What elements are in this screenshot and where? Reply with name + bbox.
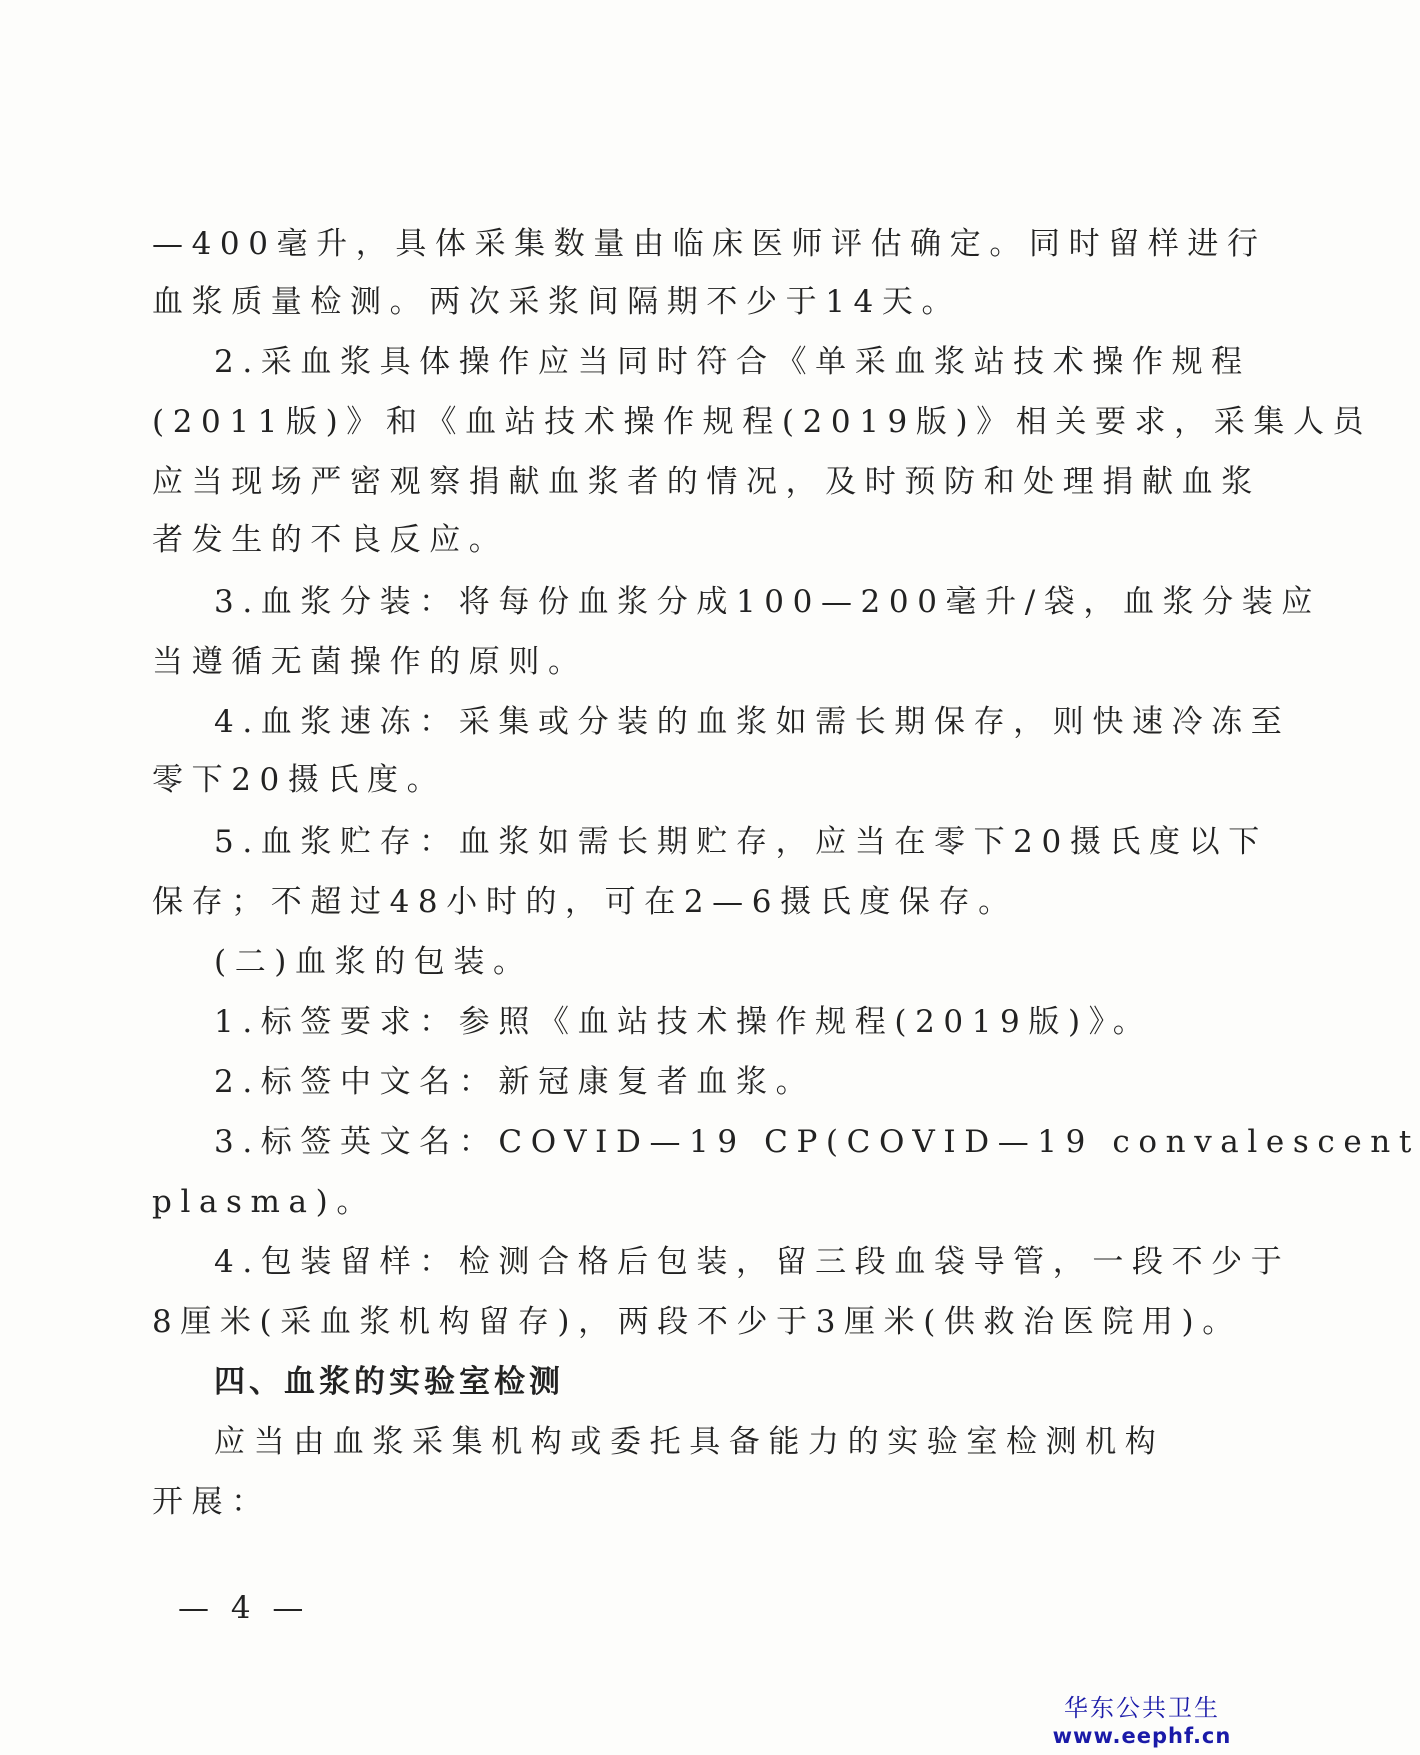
text-line: 保存；不超过48小时的，可在2—6摄氏度保存。	[152, 884, 1018, 920]
text-line: 8厘米(采血浆机构留存)，两段不少于3厘米(供救治医院用)。	[152, 1304, 1242, 1340]
text-line: (2011版)》和《血站技术操作规程(2019版)》相关要求，采集人员	[152, 404, 1373, 440]
watermark	[1052, 1693, 1232, 1749]
text-line: 零下20摄氏度。	[152, 762, 447, 798]
page-number: — 4 —	[178, 1590, 310, 1626]
text-line: plasma)。	[152, 1184, 376, 1220]
text-line: —400毫升，具体采集数量由临床医师评估确定。同时留样进行	[152, 226, 1267, 262]
section-heading: 四、血浆的实验室检测	[214, 1364, 564, 1400]
watermark-title: 华东公共卫生	[1064, 1694, 1220, 1722]
text-line: 应当由血浆采集机构或委托具备能力的实验室检测机构	[214, 1424, 1165, 1460]
text-line: 血浆质量检测。两次采浆间隔期不少于14天。	[152, 284, 962, 320]
text-line: 开展：	[152, 1484, 271, 1520]
watermark-url: www.eephf.cn	[1052, 1724, 1232, 1748]
text-line: 者发生的不良反应。	[152, 522, 509, 558]
section-subheading: (二)血浆的包装。	[214, 944, 533, 980]
text-line: 4.包装留样：检测合格后包装，留三段血袋导管，一段不少于	[214, 1244, 1291, 1280]
text-line: 1.标签要求：参照《血站技术操作规程(2019版)》。	[214, 1004, 1153, 1040]
text-line: 2.采血浆具体操作应当同时符合《单采血浆站技术操作规程	[214, 344, 1251, 380]
text-line: 应当现场严密观察捐献血浆者的情况，及时预防和处理捐献血浆	[152, 464, 1261, 500]
text-line: 当遵循无菌操作的原则。	[152, 644, 588, 680]
text-line: 5.血浆贮存：血浆如需长期贮存，应当在零下20摄氏度以下	[214, 824, 1268, 860]
text-line: 3.血浆分装：将每份血浆分成100—200毫升/袋，血浆分装应	[214, 584, 1321, 620]
text-line: 4.血浆速冻：采集或分装的血浆如需长期保存，则快速冷冻至	[214, 704, 1291, 740]
text-line: 2.标签中文名：新冠康复者血浆。	[214, 1064, 816, 1100]
text-line: 3.标签英文名：COVID—19 CP(COVID—19 convalescent	[214, 1124, 1420, 1160]
